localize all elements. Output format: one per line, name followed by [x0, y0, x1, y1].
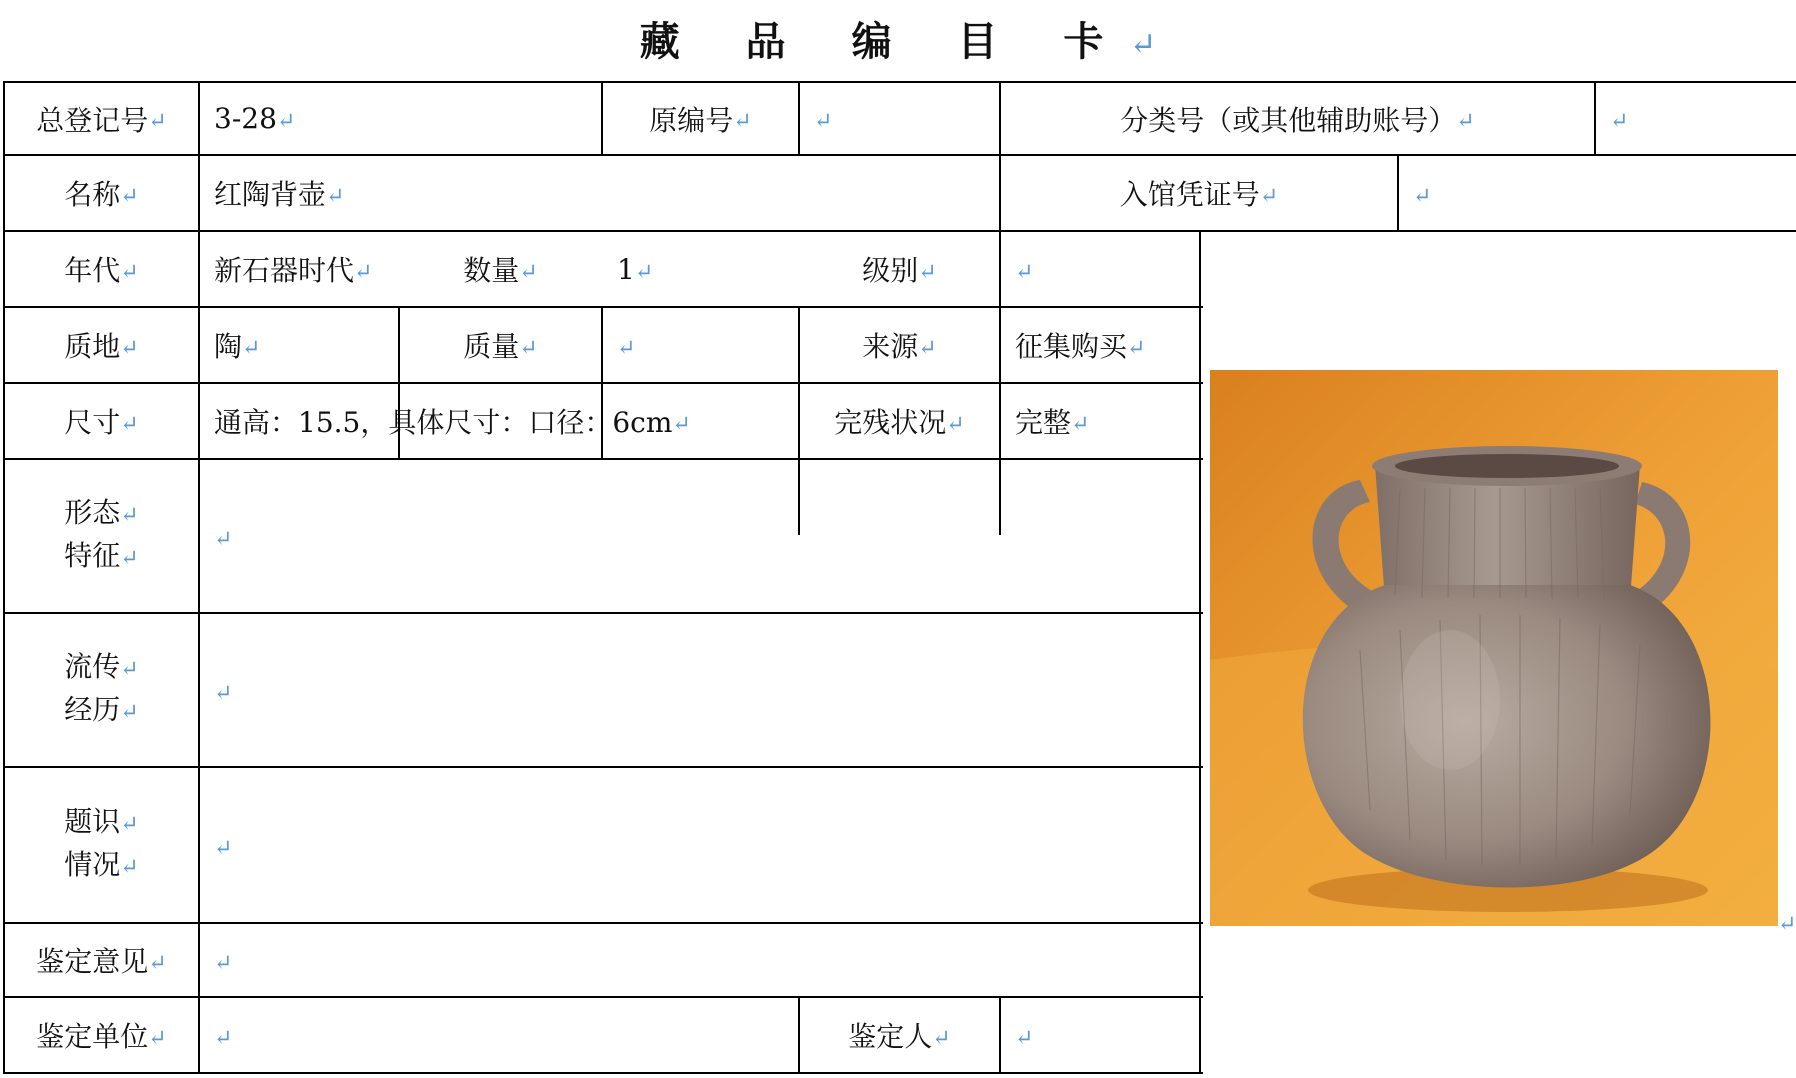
- appraisal-unit-field[interactable]: [200, 998, 798, 1072]
- artifact-photo: [1210, 370, 1778, 926]
- provenance-label: 流传 ↵ 经历 ↵: [5, 614, 198, 766]
- inscriptions-label: 题识 ↵ 情况 ↵: [5, 768, 198, 922]
- original-no-field[interactable]: [800, 83, 999, 154]
- appraisal-opinion-label: 鉴定意见 ↵: [5, 924, 198, 996]
- appraiser-field[interactable]: [1001, 998, 1199, 1072]
- appraisal-unit-label: 鉴定单位 ↵: [5, 998, 198, 1072]
- registration-no-field[interactable]: 3-28 ↵: [200, 83, 601, 154]
- registration-no-label: 总登记号 ↵: [5, 83, 198, 154]
- condition-field[interactable]: 完整 ↵: [1001, 384, 1199, 458]
- entry-voucher-no-label: 入馆凭证号 ↵: [1001, 156, 1397, 230]
- era-label: 年代 ↵: [5, 232, 198, 306]
- provenance-field[interactable]: [200, 614, 1199, 766]
- grade-label: 级别 ↵: [800, 232, 999, 306]
- name-field[interactable]: 红陶背壶 ↵: [200, 156, 999, 230]
- material-label: 质地 ↵: [5, 308, 198, 382]
- quantity-label: 数量 ↵: [400, 232, 601, 306]
- inscriptions-field[interactable]: [200, 768, 1199, 922]
- page-title: 藏 品 编 目 卡↵: [639, 18, 1157, 65]
- grade-field[interactable]: [1001, 232, 1199, 306]
- form-features-field[interactable]: [200, 460, 1199, 612]
- dimensions-field[interactable]: 通高：15.5，具体尺寸：口径：6cm ↵: [200, 384, 798, 458]
- weight-field[interactable]: [603, 308, 798, 382]
- original-no-label: 原编号 ↵: [603, 83, 798, 154]
- condition-label: 完残状况 ↵: [800, 384, 999, 458]
- classification-no-label: 分类号（或其他辅助账号） ↵: [1001, 83, 1594, 154]
- material-field[interactable]: 陶 ↵: [200, 308, 398, 382]
- weight-label: 质量 ↵: [400, 308, 601, 382]
- era-field[interactable]: 新石器时代 ↵: [200, 232, 398, 306]
- source-field[interactable]: 征集购买 ↵: [1001, 308, 1199, 382]
- appraisal-opinion-field[interactable]: [200, 924, 1199, 996]
- entry-voucher-no-field[interactable]: [1399, 156, 1796, 230]
- form-features-label: 形态 ↵ 特征 ↵: [5, 460, 198, 612]
- appraiser-label: 鉴定人 ↵: [800, 998, 999, 1072]
- name-label: 名称 ↵: [5, 156, 198, 230]
- photo-return-mark: ↵: [1778, 912, 1796, 937]
- quantity-field[interactable]: 1 ↵: [603, 232, 798, 306]
- dimensions-label: 尺寸 ↵: [5, 384, 198, 458]
- classification-no-field[interactable]: [1596, 83, 1796, 154]
- source-label: 来源 ↵: [800, 308, 999, 382]
